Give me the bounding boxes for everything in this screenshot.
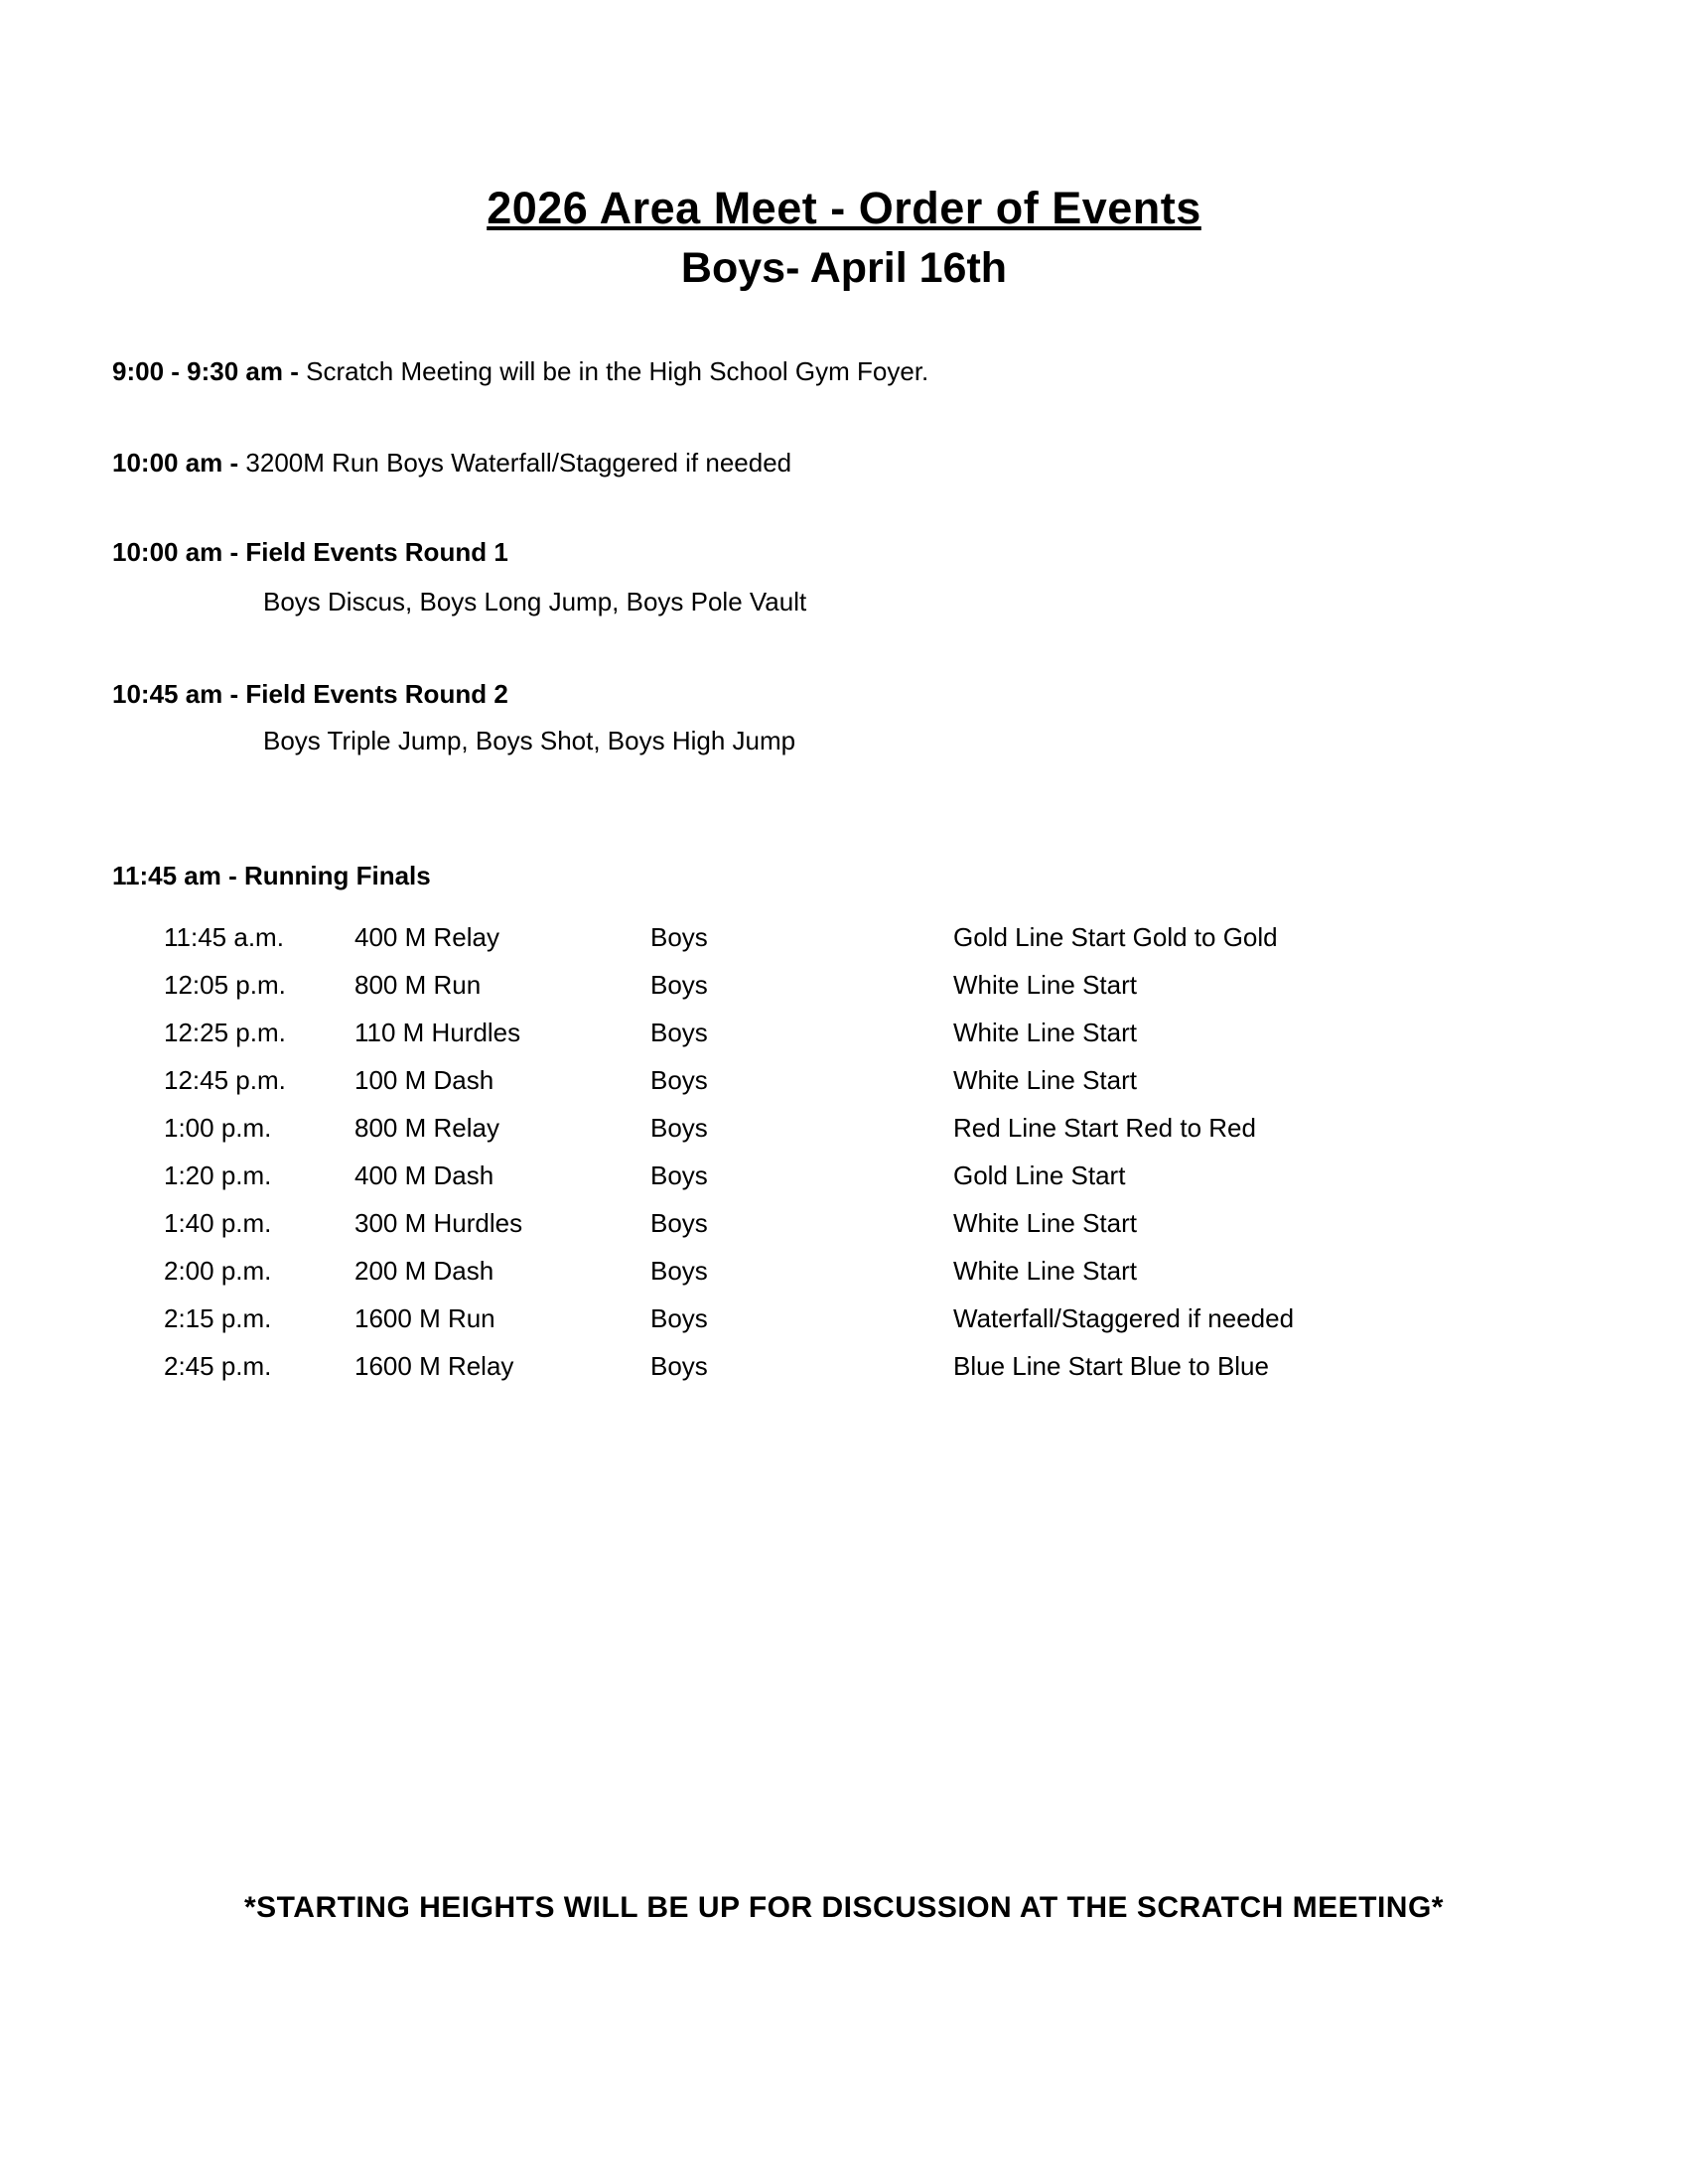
cell-gender: Boys [650,1350,708,1381]
cell-time: 2:15 p.m. [164,1302,272,1333]
cell-gender: Boys [650,1255,708,1286]
section-detail-field-events-round-2: Boys Triple Jump, Boys Shot, Boys High Jump [263,726,796,755]
time-label: 10:00 am - [112,448,239,478]
cell-time: 1:00 p.m. [164,1112,272,1143]
cell-time: 1:40 p.m. [164,1207,272,1238]
table-row [164,961,1554,1009]
cell-gender: Boys [650,1017,708,1047]
cell-event: 100 M Dash [354,1064,494,1095]
table-row [164,1009,1554,1056]
cell-gender: Boys [650,1302,708,1333]
schedule-line-scratch-meeting [112,355,928,388]
table-row [164,1199,1554,1247]
cell-time: 1:20 p.m. [164,1160,272,1190]
table-row [164,1152,1554,1199]
cell-event: 400 M Relay [354,921,499,952]
title-block [0,179,1688,297]
cell-note: Waterfall/Staggered if needed [953,1302,1295,1333]
cell-note: Gold Line Start [953,1160,1126,1190]
schedule-line-3200m-run [112,447,791,479]
table-row [164,1247,1554,1295]
page-title: 2026 Area Meet - Order of Events [487,183,1201,233]
cell-event: 300 M Hurdles [354,1207,523,1238]
cell-event: 800 M Run [354,969,482,1000]
cell-event: 800 M Relay [354,1112,499,1143]
cell-event: 1600 M Run [354,1302,495,1333]
cell-time: 11:45 a.m. [164,921,284,952]
cell-time: 2:45 p.m. [164,1350,272,1381]
table-row [164,1342,1554,1390]
cell-gender: Boys [650,1207,708,1238]
table-row [164,1056,1554,1104]
cell-event: 400 M Dash [354,1160,494,1190]
cell-gender: Boys [650,1160,708,1190]
table-row [164,913,1554,961]
line-text: 3200M Run Boys Waterfall/Staggered if needed [245,448,792,478]
page-subtitle: Boys- April 16th [680,243,1008,292]
cell-note: White Line Start [953,1207,1137,1238]
cell-note: White Line Start [953,1017,1137,1047]
cell-time: 2:00 p.m. [164,1255,272,1286]
cell-time: 12:25 p.m. [164,1017,286,1047]
time-label: 9:00 - 9:30 am - [112,356,299,386]
cell-event: 1600 M Relay [354,1350,514,1381]
cell-time: 12:05 p.m. [164,969,286,1000]
line-text: Scratch Meeting will be in the High School Gym Foyer. [306,356,929,386]
section-heading-field-events-round-1: 10:00 am - Field Events Round 1 [112,537,508,567]
cell-note: White Line Start [953,1255,1137,1286]
table-row [164,1104,1554,1152]
cell-gender: Boys [650,1064,708,1095]
cell-gender: Boys [650,921,708,952]
table-row [164,1295,1554,1342]
cell-event: 200 M Dash [354,1255,494,1286]
running-finals-table [164,913,1554,1390]
section-detail-field-events-round-1: Boys Discus, Boys Long Jump, Boys Pole Vault [263,587,807,616]
section-heading-running-finals: 11:45 am - Running Finals [112,861,431,890]
cell-gender: Boys [650,1112,708,1143]
cell-note: White Line Start [953,969,1137,1000]
footer-note: *STARTING HEIGHTS WILL BE UP FOR DISCUSSION AT THE SCRATCH MEETING* [244,1891,1444,1924]
cell-time: 12:45 p.m. [164,1064,286,1095]
section-heading-field-events-round-2: 10:45 am - Field Events Round 2 [112,679,508,709]
cell-note: Gold Line Start Gold to Gold [953,921,1278,952]
cell-gender: Boys [650,969,708,1000]
cell-event: 110 M Hurdles [354,1017,521,1047]
cell-note: White Line Start [953,1064,1137,1095]
cell-note: Red Line Start Red to Red [953,1112,1256,1143]
cell-note: Blue Line Start Blue to Blue [953,1350,1269,1381]
